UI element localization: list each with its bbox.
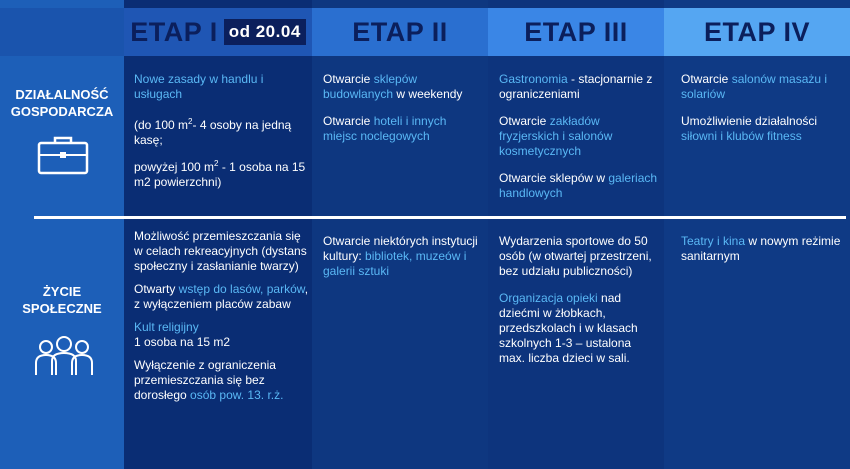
cell-text <box>499 291 659 366</box>
cell-social-etap-1 <box>134 229 310 411</box>
cell-text <box>134 282 310 312</box>
cell-highlight: Organizacja opieki <box>499 291 598 305</box>
header-etap-1-title: ETAP I <box>130 16 218 47</box>
row-label-social-line2: SPOŁECZNE <box>22 301 102 316</box>
cell-highlight: galeriach handlowych <box>499 171 658 200</box>
row-label-column <box>0 0 124 469</box>
cell-highlight: osób pow. 13. r.ż. <box>190 388 284 402</box>
cell-text: - stacjonarnie z ograniczeniami <box>499 72 653 101</box>
cell-text: Otwarcie niektórych instytucji kultury: <box>323 234 478 263</box>
cell-economic-etap-1 <box>134 72 306 198</box>
cell-text: Otwarcie <box>681 72 732 86</box>
cell-text: Otwarcie <box>323 114 374 128</box>
cell-social-etap-3 <box>499 234 659 374</box>
row-divider <box>34 216 846 219</box>
cell-social-etap-4 <box>681 234 841 272</box>
cell-text: Możliwość przemieszczania się w celach rekreacyjnych (dystans społeczny i zasłanianie twarzy) <box>134 229 307 273</box>
cell-text: - 4 osoby na jedną kasę; <box>134 118 292 147</box>
cell-social-etap-2 <box>323 234 483 287</box>
cell-text: w weekendy <box>393 87 463 101</box>
header-etap-2-title: ETAP II <box>352 16 448 47</box>
cell-text: Wyłączenie z ograniczenia przemieszczania się bez dorosłego <box>134 358 276 402</box>
cell-text: Otwarcie <box>323 72 374 86</box>
cell-text <box>681 72 841 102</box>
people-icon <box>34 335 94 377</box>
header-etap-3 <box>488 8 664 56</box>
cell-text: w nowym reżimie sanitarnym <box>681 234 841 263</box>
cell-highlight: Teatry i kina <box>681 234 746 248</box>
row-label-economic-line1: DZIAŁALNOŚĆ <box>15 87 109 102</box>
cell-text: (do 100 m <box>134 118 189 132</box>
cell-text: Nowe zasady w handlu i usługach <box>134 72 264 101</box>
cell-text: Otwarcie sklepów w <box>499 171 609 185</box>
corner-header <box>0 8 124 56</box>
cell-text <box>323 114 483 144</box>
header-etap-4-title: ETAP IV <box>703 16 811 47</box>
cell-text: nad dziećmi w żłobkach, przedszkolach i w klasach szkolnych 1-3 – ustalona max. liczba dzieci w sali. <box>499 291 638 365</box>
row-label-social-line1: ŻYCIE <box>42 284 82 299</box>
cell-economic-etap-4 <box>681 72 841 152</box>
cell-highlight: salonów masażu i solariów <box>681 72 828 101</box>
cell-text <box>134 156 306 190</box>
cell-text <box>323 234 483 279</box>
cell-highlight: wstęp do lasów, parków <box>178 282 305 296</box>
cell-highlight: siłowni i klubów fitness <box>681 129 802 143</box>
cell-highlight: hoteli i innych miejsc noclegowych <box>323 114 447 143</box>
cell-text <box>499 171 661 201</box>
cell-highlight: sklepów budowlanych <box>323 72 418 101</box>
cell-text: Wydarzenia sportowe do 50 osób (w otwartej przestrzeni, bez udziału publiczności) <box>499 234 652 278</box>
cell-text: - 1 osoba na 15 m2 powierzchni) <box>134 160 306 189</box>
cell-text <box>323 72 483 102</box>
row-label-social <box>0 283 124 317</box>
cell-highlight: zakładów fryzjerskich i salonów kosmetycznych <box>499 114 613 158</box>
cell-highlight: Kult religijny <box>134 320 199 334</box>
cell-text: Otwarty <box>134 282 179 296</box>
cell-highlight: Gastronomia <box>499 72 568 86</box>
cell-highlight: bibliotek, muzeów i galerii sztuki <box>323 249 467 278</box>
header-etap-4 <box>664 8 850 56</box>
cell-text: , z wyłączeniem placów zabaw <box>134 282 309 311</box>
cell-economic-etap-3 <box>499 72 661 209</box>
cell-text: Umożliwienie działalności <box>681 114 818 128</box>
superscript: 2 <box>214 159 219 168</box>
cell-text <box>499 114 661 159</box>
row-label-economic <box>0 86 124 120</box>
cell-text <box>134 320 310 350</box>
cell-text: Otwarcie <box>499 114 550 128</box>
header-etap-2 <box>312 8 488 56</box>
cell-text <box>134 114 306 148</box>
briefcase-icon <box>37 135 89 175</box>
cell-text: powyżej 100 m <box>134 160 215 174</box>
cell-text <box>681 234 841 264</box>
header-etap-1-date: od 20.04 <box>224 19 306 45</box>
superscript: 2 <box>188 117 193 126</box>
header-etap-3-title: ETAP III <box>524 16 628 47</box>
cell-text <box>681 114 841 144</box>
cell-text <box>499 72 661 102</box>
header-etap-1 <box>124 8 312 56</box>
row-label-economic-line2: GOSPODARCZA <box>10 104 114 119</box>
cell-economic-etap-2 <box>323 72 483 152</box>
cell-text <box>134 358 310 403</box>
cell-text: 1 osoba na 15 m2 <box>134 335 231 349</box>
